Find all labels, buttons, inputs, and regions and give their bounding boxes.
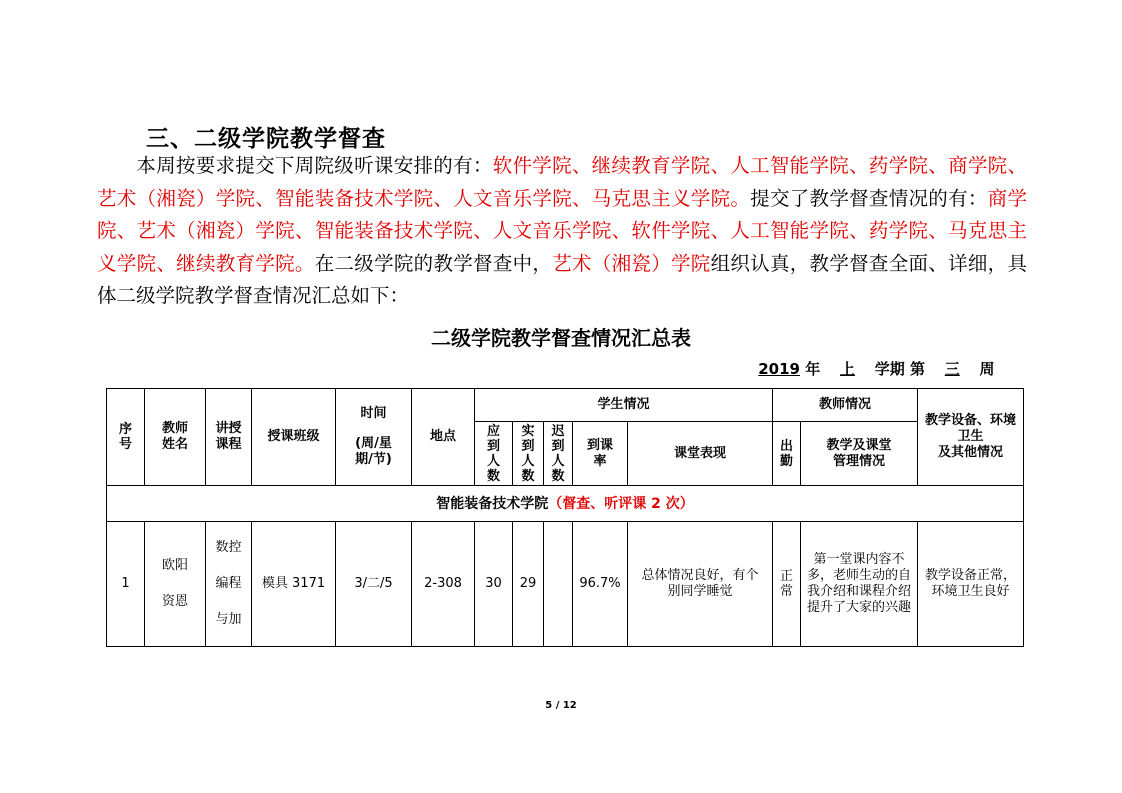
header-expected: 应到人数 [475,422,513,486]
para-s1: 本周按要求提交下周院级听课安排的有： [136,154,493,177]
table-title: 二级学院教学督查情况汇总表 [431,326,691,350]
header-student-group: 学生情况 [475,389,773,422]
term-semester: 上 [839,360,855,378]
cell-late [544,522,573,647]
header-management: 教学及课堂管理情况 [801,422,918,486]
college-row [107,486,1024,522]
college-name: 智能装备技术学院 [436,495,549,512]
para-s2-red: 商学院、艺术（湘瓷）学院、智能装备技术学院、人文音乐学院、软件学院、人工智能学院、药学院、马克思主义学院、继续教育学院。 [97,186,1027,275]
cell-time: 3/二/5 [336,522,412,647]
table-row [107,522,1024,647]
term-semester-label: 学期 [874,360,905,378]
term-week: 三 [944,360,960,378]
header-actual: 实到人数 [513,422,544,486]
header-teacher: 教师姓名 [145,389,206,486]
para-s1-red: 软件学院、继续教育学院、人工智能学院、药学院、商学院、艺术（湘瓷）学院、智能装备技术学院、人文音乐学院、马克思主义学院。 [97,154,1027,210]
term-year: 2019 [758,360,800,378]
header-class: 授课班级 [252,389,336,486]
para-s3-red: 艺术（湘瓷）学院 [552,251,711,275]
header-seq: 序号 [107,389,145,486]
term-line [748,358,994,379]
cell-course: 数控 编程 与加 [206,522,252,647]
summary-paragraph [97,150,1027,313]
cell-equipment: 教学设备正常，环境卫生良好 [918,522,1024,647]
header-late: 迟到人数 [544,422,573,486]
cell-performance: 总体情况良好，有个别同学睡觉 [628,522,773,647]
header-course: 讲授课程 [206,389,252,486]
cell-class: 模具 3171 [252,522,336,647]
cell-place: 2-308 [412,522,475,647]
header-attendance: 出勤 [773,422,801,486]
supervision-table [106,388,1024,647]
page-number: 5 / 12 [545,700,577,711]
term-year-label: 年 [805,360,821,378]
para-s4: 组织认真，教学督查全面、详细，具体二级学院教学督查情况汇总如下： [97,251,1027,307]
term-week-pre: 第 [909,360,925,378]
college-note: （督查、听评课 2 次） [548,495,694,512]
cell-rate: 96.7% [573,522,628,647]
para-s3: 在二级学院的教学督查中， [314,251,553,275]
cell-management: 第一堂课内容不多，老师生动的自我介绍和课程介绍提升了大家的兴趣 [801,522,918,647]
cell-seq: 1 [107,522,145,647]
header-equipment: 教学设备、环境 卫生 及其他情况 [918,389,1024,486]
header-time-sub: (周/星期/节) [355,436,392,467]
para-s2: 提交了教学督查情况的有： [750,186,988,210]
cell-expected: 30 [475,522,513,647]
section-title: 三、二级学院教学督查 [146,126,386,152]
header-rate: 到课率 [573,422,628,486]
header-place: 地点 [412,389,475,486]
term-week-post: 周 [979,360,995,378]
header-teacher-group: 教师情况 [773,389,918,422]
cell-actual: 29 [513,522,544,647]
header-performance: 课堂表现 [628,422,773,486]
cell-teacher: 欧阳 资恩 [145,522,206,647]
cell-attendance: 正常 [773,522,801,647]
header-time [336,389,412,486]
header-time-label: 时间 [360,406,387,421]
